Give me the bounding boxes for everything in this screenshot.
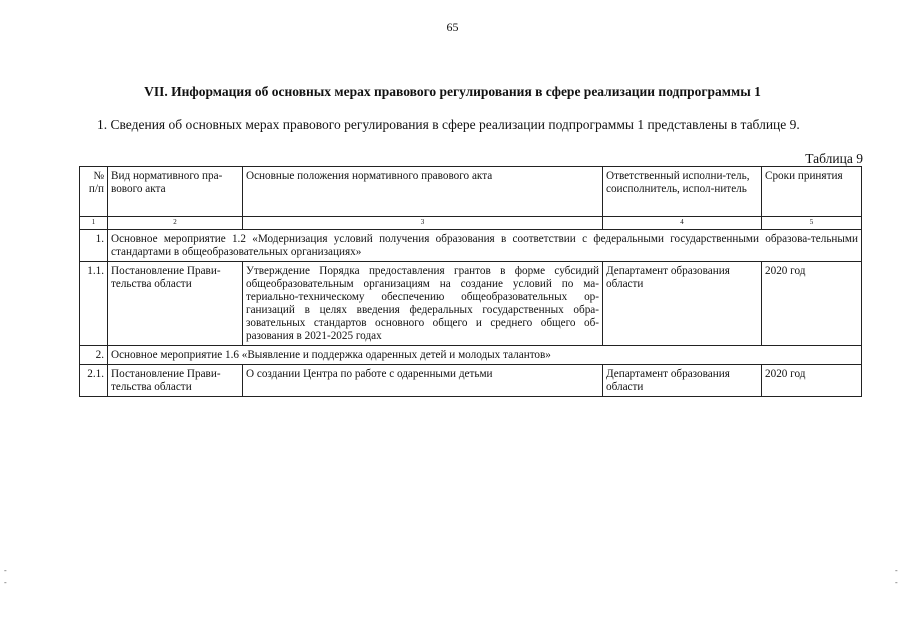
margin-mark: - (4, 578, 7, 587)
group-number: 1. (80, 230, 108, 262)
column-number: 1 (80, 217, 108, 230)
header-act-type: Вид нормативного пра-вового акта (108, 167, 243, 217)
table-row (80, 365, 862, 397)
row-provisions: О создании Центра по работе с одаренными детьми (243, 365, 603, 397)
header-number: № п/п (80, 167, 108, 217)
table-caption: Таблица 9 (805, 151, 863, 166)
group-row (80, 230, 862, 262)
row-provisions: Утверждение Порядка предоставления грантов в форме субсидий общеобразовательным организациям на создание условий по ма-териально-техническому обеспечению общеобразовательных ор-ганизаций в целях введения федеральных государственных обра-зовательных стандартов основного общего и среднего общего об-разования в 2021-2025 годах (243, 262, 603, 346)
column-number: 5 (762, 217, 862, 230)
column-number: 3 (243, 217, 603, 230)
group-title: Основное мероприятие 1.2 «Модернизация условий получения образования в соответствии с федеральными государственными образова-тельными стандартами в общеобразовательных организациях» (108, 230, 862, 262)
page-number: 65 (446, 20, 459, 34)
row-responsible: Департамент образования области (603, 262, 762, 346)
table-row (80, 262, 862, 346)
row-number: 2.1. (80, 365, 108, 397)
column-number: 4 (603, 217, 762, 230)
group-title: Основное мероприятие 1.6 «Выявление и поддержка одаренных детей и молодых талантов» (108, 346, 862, 365)
header-provisions: Основные положения нормативного правового акта (243, 167, 603, 217)
row-act-type: Постановление Прави-тельства области (108, 262, 243, 346)
row-deadline: 2020 год (762, 365, 862, 397)
row-responsible: Департамент образования области (603, 365, 762, 397)
column-number: 2 (108, 217, 243, 230)
legal-measures-table (79, 166, 862, 397)
intro-paragraph: 1. Сведения об основных мерах правового регулирования в сфере реализации подпрограммы 1 представлены в таблице 9. (97, 117, 800, 132)
margin-mark: - (4, 566, 7, 575)
row-number: 1.1. (80, 262, 108, 346)
header-responsible: Ответственный исполни-тель, соисполнитель, испол-нитель (603, 167, 762, 217)
row-act-type: Постановление Прави-тельства области (108, 365, 243, 397)
row-deadline: 2020 год (762, 262, 862, 346)
section-title: VII. Информация об основных мерах правового регулирования в сфере реализации подпрограммы 1 (144, 84, 761, 99)
table-header-row (80, 167, 862, 217)
header-deadline: Сроки принятия (762, 167, 862, 217)
column-number-row (80, 217, 862, 230)
group-number: 2. (80, 346, 108, 365)
margin-mark: - (895, 578, 898, 587)
margin-mark: - (895, 566, 898, 575)
group-row (80, 346, 862, 365)
